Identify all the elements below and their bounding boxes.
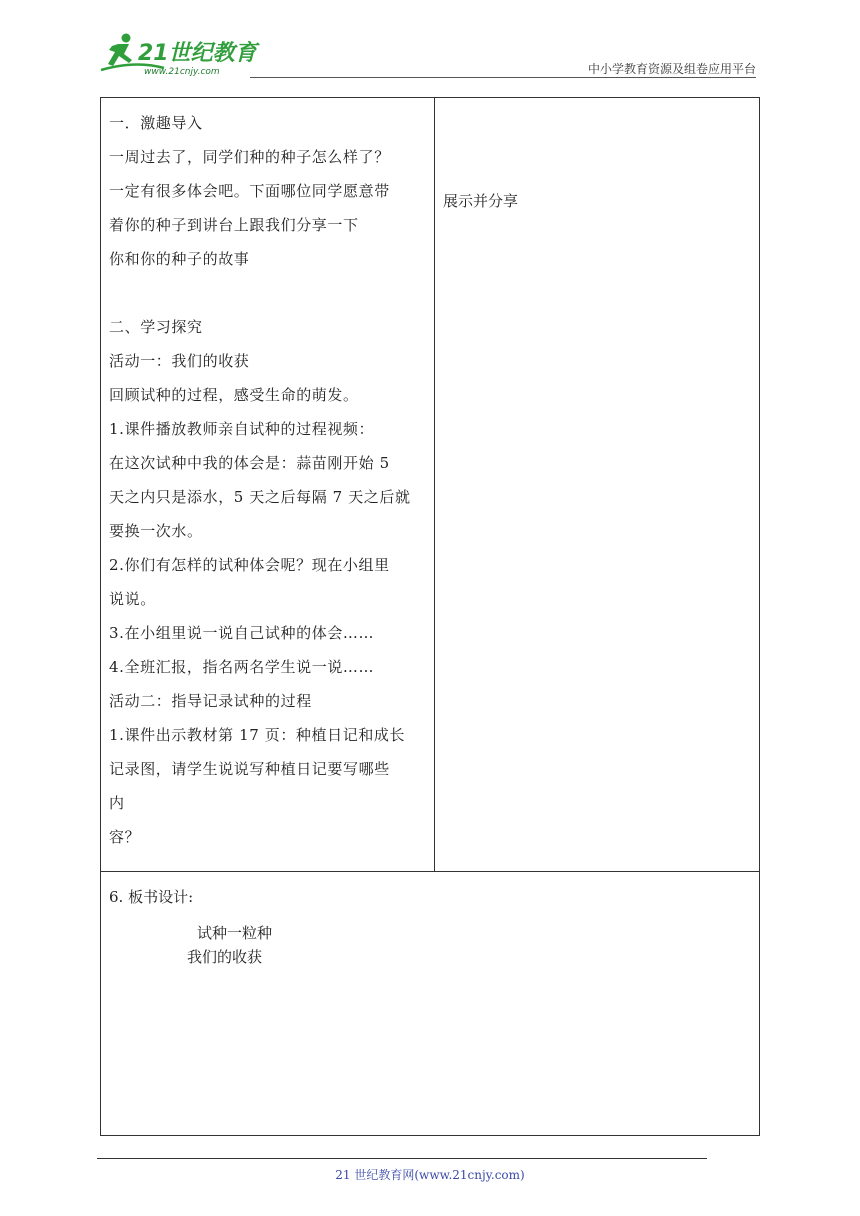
text-line: 内: [109, 794, 125, 812]
lesson-plan-table: [100, 97, 760, 1136]
footer-divider: [97, 1158, 707, 1159]
text-line: 一定有很多体会吧。下面哪位同学愿意带: [109, 182, 390, 200]
text-line: 着你的种子到讲台上跟我们分享一下: [109, 216, 359, 234]
footer-source: 21 世纪教育网(www.21cnjy.com): [335, 1168, 525, 1182]
student-activities-text: 展示并分享: [443, 192, 519, 210]
platform-slogan: 中小学教育资源及组卷应用平台: [587, 62, 756, 76]
text-line: 4.全班汇报，指名两名学生说一说……: [109, 658, 375, 676]
text-line: 在这次试种中我的体会是：蒜苗刚开始 5: [109, 454, 390, 472]
text-line: 活动一：我们的收获: [109, 352, 250, 370]
text-line: 3.在小组里说一说自己试种的体会……: [109, 624, 375, 642]
page-header: [0, 0, 860, 80]
text-line: 回顾试种的过程，感受生命的萌发。: [109, 386, 359, 404]
text-line: 1.课件出示教材第 17 页：种植日记和成长: [109, 726, 406, 744]
text-line: 一周过去了，同学们种的种子怎么样了？: [109, 148, 390, 166]
board-design-line: 我们的收获: [187, 948, 263, 966]
text-line: 2.你们有怎样的试种体会呢？现在小组里: [109, 556, 390, 574]
board-design-title: 6. 板书设计:: [109, 888, 194, 906]
site-logo: [96, 30, 266, 78]
text-line: 二、学习探究: [109, 318, 203, 336]
table-row-board-design: [101, 872, 759, 1135]
svg-text:21世纪教育: 21世纪教育: [138, 41, 257, 66]
header-divider: [250, 77, 756, 78]
board-design-line: 试种一粒种: [197, 924, 273, 942]
text-line: 记录图，请学生说说写种植日记要写哪些: [109, 760, 390, 778]
teacher-activities-text: [109, 106, 429, 854]
text-line: 你和你的种子的故事: [109, 250, 250, 268]
text-line: 说说。: [109, 590, 156, 608]
svg-text:www.21cnjy.com: www.21cnjy.com: [144, 67, 220, 77]
table-row-activities: [101, 98, 759, 872]
teacher-activities-cell: [101, 98, 435, 871]
text-line: 活动二：指导记录试种的过程: [109, 692, 312, 710]
student-activities-cell: [435, 98, 759, 871]
text-line: 天之内只是添水，5 天之后每隔 7 天之后就: [109, 488, 411, 506]
text-line: 1.课件播放教师亲自试种的过程视频：: [109, 420, 375, 438]
text-line: 容？: [109, 828, 141, 846]
text-line: 一．激趣导入: [109, 114, 203, 132]
blank-line: [109, 276, 429, 310]
text-line: 要换一次水。: [109, 522, 203, 540]
